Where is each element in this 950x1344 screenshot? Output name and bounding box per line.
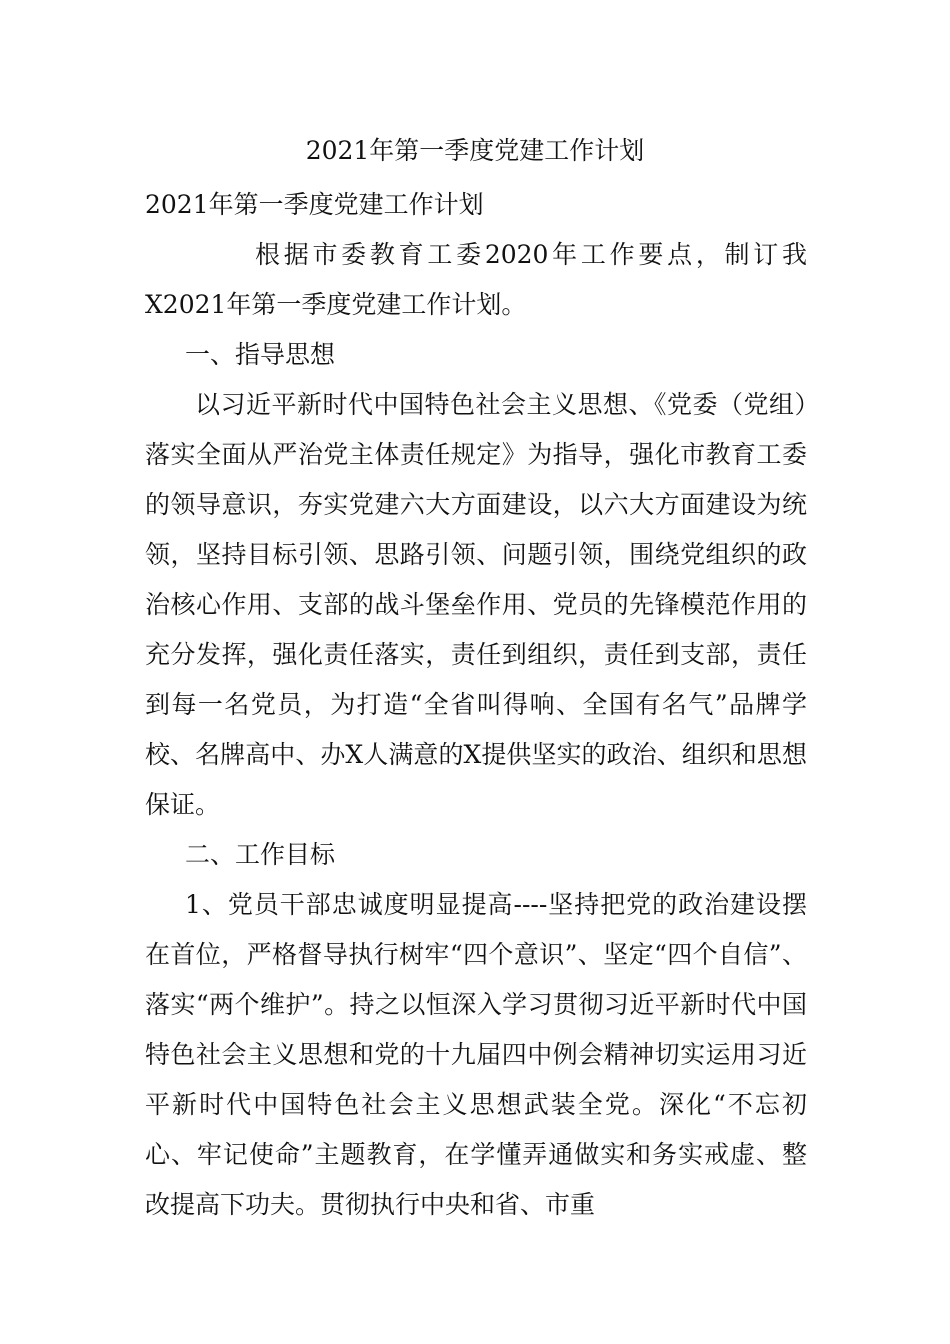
- work-goal-item-1: 1、党员干部忠诚度明显提高----坚持把党的政治建设摆在首位，严格督导执行树牢“四个意识”、坚定“四个自信”、落实“两个维护”。持之以恒深入学习贯彻习近平新时代中国特色社会主义思想和党的十九届四中例会精神切实运用习近平新时代中国特色社会主义思想武装全党。深化“不忘初心、牢记使命”主题教育，在学懂弄通做实和务实戒虚、整改提高下功夫。贯彻执行中央和省、市重: [145, 890, 807, 1219]
- intro-paragraph: 根据市委教育工委2020年工作要点，制订我X2021年第一季度党建工作计划。: [145, 240, 807, 319]
- guiding-ideology-paragraph: 以习近平新时代中国特色社会主义思想、《党委（党组）落实全面从严治党主体责任规定》为指导，强化市教育工委的领导意识，夯实党建六大方面建设，以六大方面建设为统领，坚持目标引领、思路引领、问题引领，围绕党组织的政治核心作用、支部的战斗堡垒作用、党员的先锋模范作用的充分发挥，强化责任落实，责任到组织，责任到支部，责任到每一名党员，为打造“全省叫得响、全国有名气”品牌学校、名牌高中、办X人满意的X提供坚实的政治、组织和思想保证。: [145, 390, 807, 819]
- section-heading-guiding-ideology: 一、指导思想: [185, 340, 336, 369]
- section-heading-work-goals: 二、工作目标: [185, 840, 336, 869]
- document-title: 2021年第一季度党建工作计划: [305, 136, 645, 165]
- document-subtitle: 2021年第一季度党建工作计划: [145, 190, 484, 219]
- document-body: [145, 180, 807, 1230]
